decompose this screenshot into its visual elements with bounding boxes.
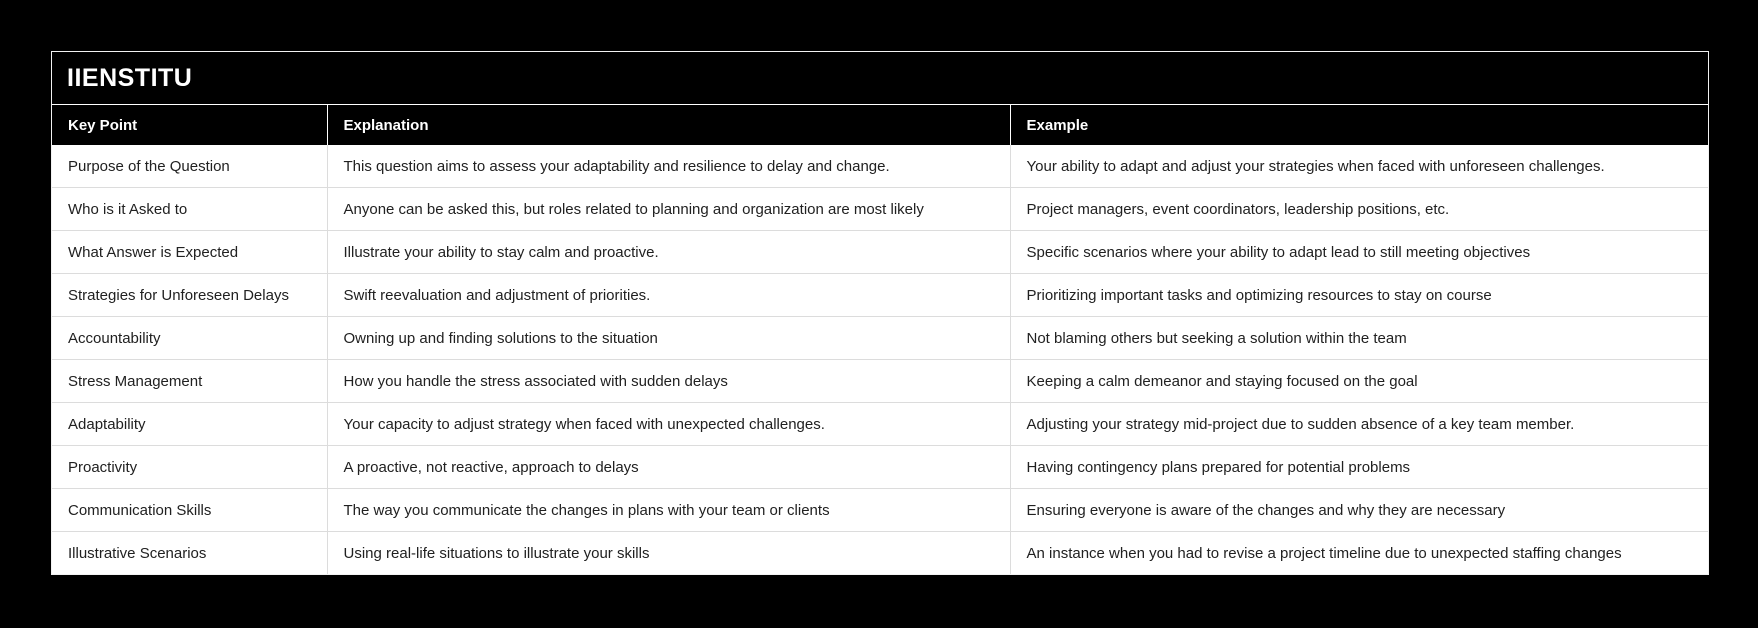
table-cell: Proactivity [52,446,327,489]
table-cell: Ensuring everyone is aware of the changes and why they are necessary [1010,489,1708,532]
table-cell: Owning up and finding solutions to the situation [327,317,1010,360]
column-header-example: Example [1010,105,1708,145]
table-body [52,145,1708,574]
table-title: IIENSTITU [67,63,193,92]
table-cell: Swift reevaluation and adjustment of priorities. [327,274,1010,317]
table-cell: Who is it Asked to [52,188,327,231]
table-header [52,105,1708,145]
table-cell: Prioritizing important tasks and optimizing resources to stay on course [1010,274,1708,317]
table-cell: Adjusting your strategy mid-project due to sudden absence of a key team member. [1010,403,1708,446]
data-table [52,105,1708,574]
table-cell: Communication Skills [52,489,327,532]
table-row [52,403,1708,446]
table-cell: Your capacity to adjust strategy when faced with unexpected challenges. [327,403,1010,446]
table-cell: How you handle the stress associated with sudden delays [327,360,1010,403]
table-cell: Project managers, event coordinators, leadership positions, etc. [1010,188,1708,231]
table-cell: Adaptability [52,403,327,446]
table-row [52,317,1708,360]
table-cell: Not blaming others but seeking a solution within the team [1010,317,1708,360]
table-row [52,188,1708,231]
table-cell: Accountability [52,317,327,360]
column-header-explanation: Explanation [327,105,1010,145]
table-row [52,231,1708,274]
table-row [52,145,1708,188]
table-row [52,360,1708,403]
table-cell: Purpose of the Question [52,145,327,188]
table-row [52,446,1708,489]
table-cell: The way you communicate the changes in plans with your team or clients [327,489,1010,532]
table-cell: An instance when you had to revise a project timeline due to unexpected staffing changes [1010,532,1708,575]
table-title-bar [52,52,1708,105]
table-row [52,532,1708,575]
table-row [52,489,1708,532]
table-cell: A proactive, not reactive, approach to delays [327,446,1010,489]
table-cell: Having contingency plans prepared for potential problems [1010,446,1708,489]
table-cell: Anyone can be asked this, but roles related to planning and organization are most likely [327,188,1010,231]
column-header-key-point: Key Point [52,105,327,145]
table-cell: Illustrate your ability to stay calm and proactive. [327,231,1010,274]
header-row [52,105,1708,145]
table-cell: What Answer is Expected [52,231,327,274]
table-cell: Your ability to adapt and adjust your strategies when faced with unforeseen challenges. [1010,145,1708,188]
table-cell: Strategies for Unforeseen Delays [52,274,327,317]
table-cell: Keeping a calm demeanor and staying focused on the goal [1010,360,1708,403]
table-cell: Using real-life situations to illustrate your skills [327,532,1010,575]
table-row [52,274,1708,317]
table-cell: Specific scenarios where your ability to adapt lead to still meeting objectives [1010,231,1708,274]
table-cell: Stress Management [52,360,327,403]
key-points-table [51,51,1709,575]
table-cell: Illustrative Scenarios [52,532,327,575]
table-cell: This question aims to assess your adaptability and resilience to delay and change. [327,145,1010,188]
